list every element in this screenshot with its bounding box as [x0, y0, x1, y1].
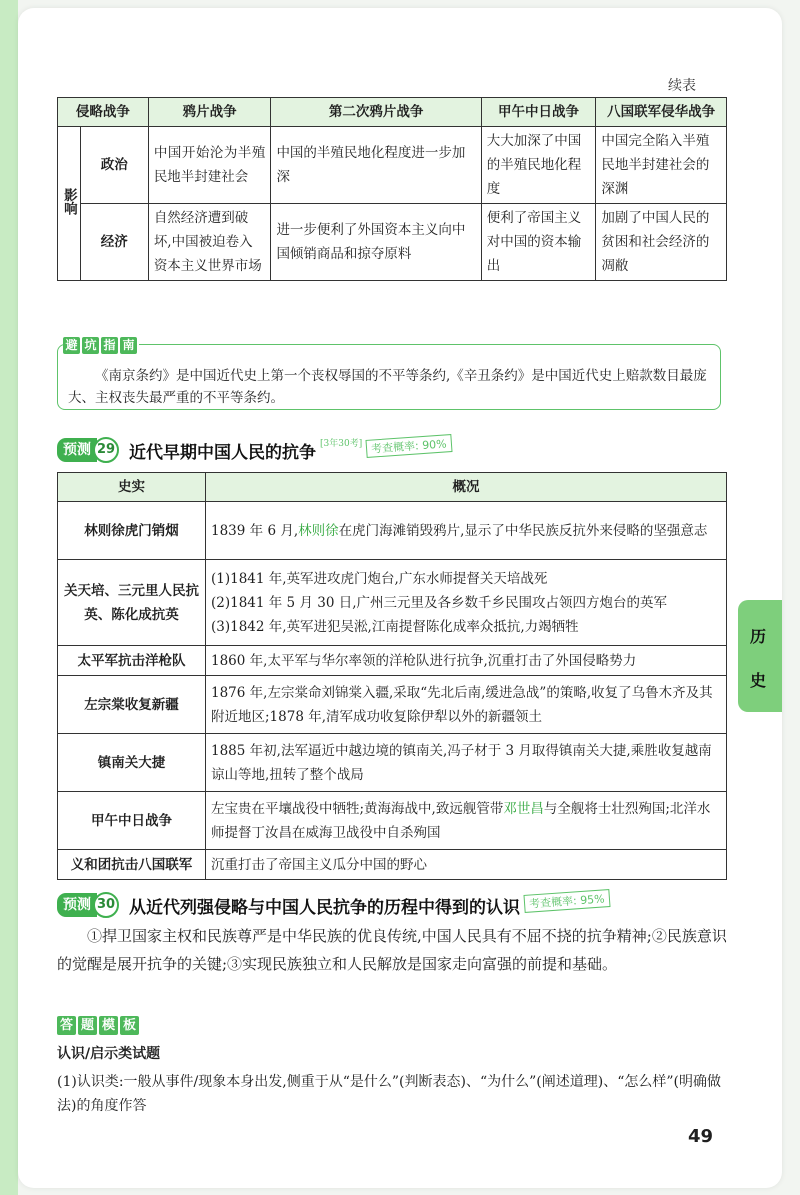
tag-char: 指 — [101, 337, 118, 354]
event-cell: 关天培、三元里人民抗英、陈化成抗英 — [58, 560, 206, 646]
table-row — [58, 560, 727, 646]
section-title: 近代早期中国人民的抗争 — [129, 442, 316, 463]
tag-char: 南 — [120, 337, 137, 354]
section-title: 从近代列强侵略与中国人民抗争的历程中得到的认识 — [129, 897, 520, 918]
table-cell: 加剧了中国人民的贫困和社会经济的凋敝 — [596, 204, 727, 281]
table-cell: 中国完全陷入半殖民地半封建社会的深渊 — [596, 127, 727, 204]
side-tab-char: 史 — [750, 671, 767, 690]
tag-char: 板 — [120, 1016, 139, 1035]
table-cell: 大大加深了中国的半殖民地化程度 — [481, 127, 596, 204]
table-row — [58, 646, 727, 676]
overview-cell: 1885 年初,法军逼近中越边境的镇南关,冯子材于 3 月取得镇南关大捷,乘胜收复越南谅山等地,扭转了整个战局 — [206, 734, 727, 792]
page-number: 49 — [688, 1126, 714, 1147]
tag-char: 题 — [78, 1016, 97, 1035]
table-row — [58, 792, 727, 850]
header-fact: 史实 — [58, 473, 206, 502]
event-cell: 太平军抗击洋枪队 — [58, 646, 206, 676]
table-row — [58, 204, 727, 281]
insight-paragraph: ①捍卫国家主权和民族尊严是中华民族的优良传统,中国人民具有不屈不挠的抗争精神;②民族意识的觉醒是展开抗争的关键;③实现民族独立和人民解放是国家走向富强的前提和基础。 — [57, 927, 727, 973]
overview-cell: 1839 年 6 月,林则徐在虎门海滩销毁鸦片,显示了中华民族反抗外来侵略的坚强意志 — [206, 502, 727, 560]
table-cell: 中国开始沦为半殖民地半封建社会 — [148, 127, 271, 204]
header-sino-japanese-war: 甲午中日战争 — [481, 98, 596, 127]
table-header-row — [58, 98, 727, 127]
overview-line: (1)1841 年,英军进攻虎门炮台,广东水师提督关天培战死 — [211, 570, 548, 587]
prediction-30-heading — [57, 892, 610, 918]
template-subtitle: 认识/启示类试题 — [57, 1046, 161, 1062]
overview-cell: 1860 年,太平军与华尔率领的洋枪队进行抗争,沉重打击了外国侵略势力 — [206, 646, 727, 676]
table-row — [58, 734, 727, 792]
left-green-margin — [0, 0, 18, 1195]
overview-line: (2)1841 年 5 月 30 日,广州三元里及各乡数千乡民围攻占领四方炮台的英军 — [211, 594, 667, 611]
tag-char: 答 — [57, 1016, 76, 1035]
event-cell: 林则徐虎门销烟 — [58, 502, 206, 560]
tip-box — [57, 338, 721, 410]
table-row — [58, 676, 727, 734]
subject-side-tab[interactable] — [738, 600, 782, 712]
prediction-number: 29 — [93, 437, 119, 463]
table-row — [58, 502, 727, 560]
war-impact-table — [57, 97, 727, 281]
header-overview: 概况 — [206, 473, 727, 502]
prediction-29-heading — [57, 437, 452, 463]
header-second-opium-war: 第二次鸦片战争 — [271, 98, 481, 127]
template-item: (1)认识类:一般从事件/现象本身出发,侧重于从“是什么”(判断表态)、“为什么”(阐述道理)、“怎么样”(明确做法)的角度作答 — [57, 1074, 721, 1114]
header-opium-war: 鸦片战争 — [148, 98, 271, 127]
overview-cell — [206, 560, 727, 646]
overview-line: (3)1842 年,英军进犯吴淞,江南提督陈化成率众抵抗,力竭牺牲 — [211, 618, 579, 635]
table-row — [58, 850, 727, 880]
continued-label: 续表 — [668, 78, 696, 94]
influence-label: 影响 — [58, 127, 81, 281]
overview-cell: 左宝贵在平壤战役中牺牲;黄海海战中,致远舰管带邓世昌与全舰将士壮烈殉国;北洋水师提督丁汝昌在威海卫战役中自杀殉国 — [206, 792, 727, 850]
table-cell: 便利了帝国主义对中国的资本输出 — [481, 204, 596, 281]
table-row — [58, 127, 727, 204]
highlighted-name: 林则徐 — [298, 522, 339, 539]
tip-box-tag — [63, 337, 139, 354]
prediction-badge: 预测 — [57, 893, 97, 917]
probability-stamp: 考查概率: 90% — [366, 434, 453, 458]
aspect-label: 经济 — [80, 204, 148, 281]
tip-box-text: 《南京条约》是中国近代史上第一个丧权辱国的不平等条约,《辛丑条约》是中国近代史上赔款数目最庞大、主权丧失最严重的不平等条约。 — [68, 368, 707, 406]
aspect-label: 政治 — [80, 127, 148, 204]
highlighted-name: 邓世昌 — [503, 800, 544, 817]
header-war: 侵略战争 — [58, 98, 149, 127]
side-tab-char: 历 — [750, 627, 767, 646]
overview-cell: 1876 年,左宗棠命刘锦棠入疆,采取“先北后南,缓进急战”的策略,收复了乌鲁木齐及其附近地区;1878 年,清军成功收复除伊犁以外的新疆领土 — [206, 676, 727, 734]
exam-frequency-note: [3年30考] — [320, 438, 363, 449]
answer-template-tag — [57, 1016, 141, 1035]
tag-char: 坑 — [82, 337, 99, 354]
tag-char: 模 — [99, 1016, 118, 1035]
overview-cell: 沉重打击了帝国主义瓜分中国的野心 — [206, 850, 727, 880]
header-eight-nation-war: 八国联军侵华战争 — [596, 98, 727, 127]
table-cell: 进一步便利了外国资本主义向中国倾销商品和掠夺原料 — [271, 204, 481, 281]
event-cell: 左宗棠收复新疆 — [58, 676, 206, 734]
table-cell: 中国的半殖民地化程度进一步加深 — [271, 127, 481, 204]
prediction-badge: 预测 — [57, 438, 97, 462]
table-header-row — [58, 473, 727, 502]
resistance-table — [57, 472, 727, 880]
event-cell: 甲午中日战争 — [58, 792, 206, 850]
event-cell: 义和团抗击八国联军 — [58, 850, 206, 880]
prediction-number: 30 — [93, 892, 119, 918]
table-cell: 自然经济遭到破坏,中国被迫卷入资本主义世界市场 — [148, 204, 271, 281]
event-cell: 镇南关大捷 — [58, 734, 206, 792]
tag-char: 避 — [63, 337, 80, 354]
probability-stamp: 考查概率: 95% — [523, 889, 610, 913]
